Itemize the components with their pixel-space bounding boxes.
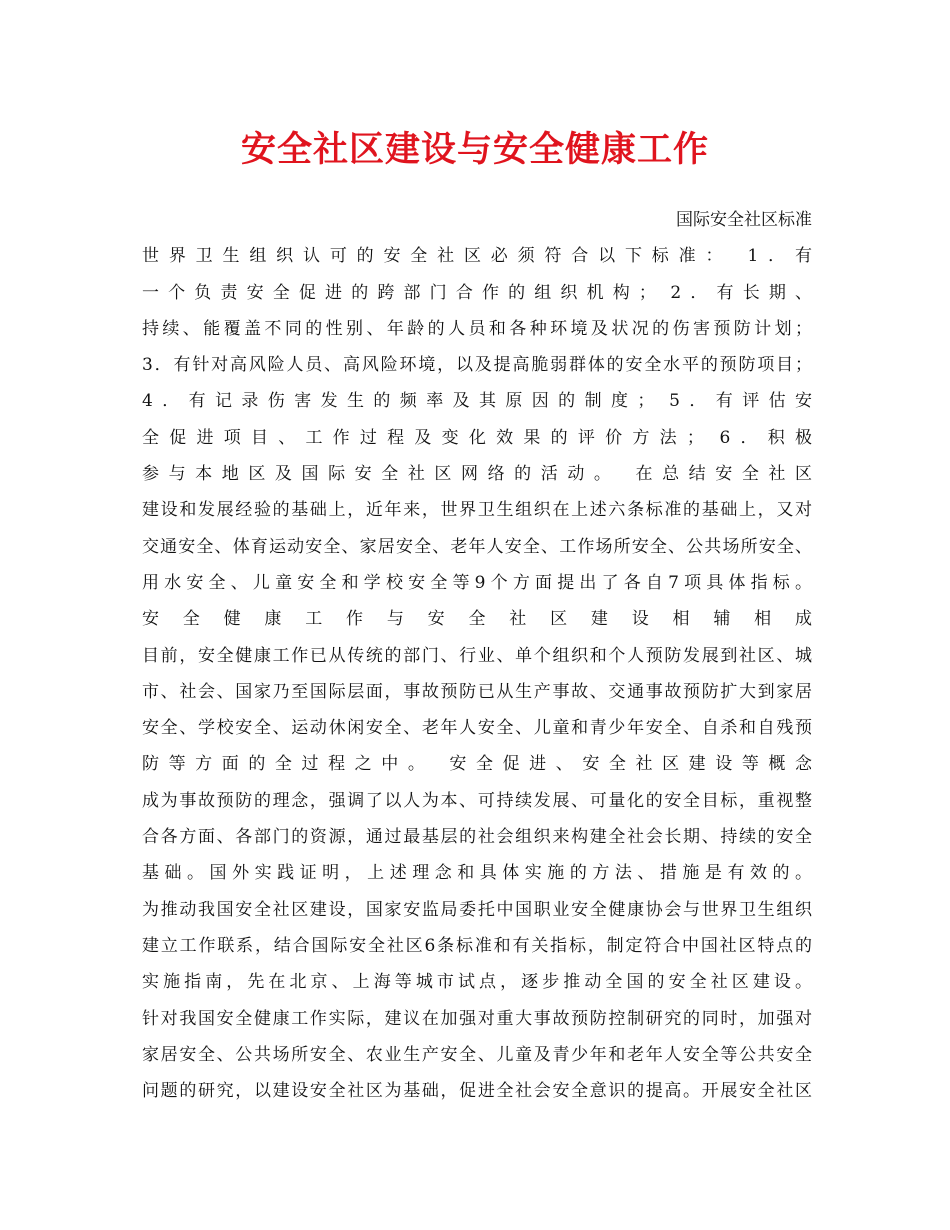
text-line: 建设和发展经验的基础上，近年来，世界卫生组织在上述六条标准的基础上，又对 xyxy=(142,500,812,521)
text-line: 成为事故预防的理念，强调了以人为本、可持续发展、可量化的安全目标，重视整 xyxy=(142,790,812,811)
section-heading-complementary: 安全健康工作与安全社区建设相辅相成 xyxy=(142,609,812,630)
text-line: 针对我国安全健康工作实际，建议在加强对重大事故预防控制研究的同时，加强对 xyxy=(142,1008,812,1029)
text-line: 合各方面、各部门的资源，通过最基层的社会组织来构建全社会长期、持续的安全 xyxy=(142,827,812,848)
text-line: 实施指南，先在北京、上海等城市试点，逐步推动全国的安全社区建设。 xyxy=(142,972,812,993)
text-line: 世界卫生组织认可的安全社区必须符合以下标准： 1．有 xyxy=(142,246,812,267)
text-line: 3．有针对高风险人员、高风险环境，以及提高脆弱群体的安全水平的预防项目； xyxy=(142,355,812,376)
text-line: 用水安全、儿童安全和学校安全等9个方面提出了各自7项具体指标。 xyxy=(142,572,812,593)
text-line: 目前，安全健康工作已从传统的部门、行业、单个组织和个人预防发展到社区、城 xyxy=(142,645,812,666)
section-heading-standards: 国际安全社区标准 xyxy=(676,210,812,230)
text-line: 为推动我国安全社区建设，国家安监局委托中国职业安全健康协会与世界卫生组织 xyxy=(142,899,812,920)
text-line: 交通安全、体育运动安全、家居安全、老年人安全、工作场所安全、公共场所安全、 xyxy=(142,536,812,557)
text-line: 一个负责安全促进的跨部门合作的组织机构； 2．有长期、 xyxy=(142,282,812,303)
text-line: 基础。国外实践证明，上述理念和具体实施的方法、措施是有效的。 xyxy=(142,863,812,884)
text-line: 持续、能覆盖不同的性别、年龄的人员和各种环境及状况的伤害预防计划； xyxy=(142,318,812,339)
text-line: 防等方面的全过程之中。 安全促进、安全社区建设等概念 xyxy=(142,754,812,775)
text-line: 全促进项目、工作过程及变化效果的评价方法； 6．积极 xyxy=(142,427,812,448)
text-line: 安全、学校安全、运动休闲安全、老年人安全、儿童和青少年安全、自杀和自残预 xyxy=(142,718,812,739)
document-title: 安全社区建设与安全健康工作 xyxy=(240,129,709,170)
text-line: 市、社会、国家乃至国际层面，事故预防已从生产事故、交通事故预防扩大到家居 xyxy=(142,681,812,702)
text-line: 4．有记录伤害发生的频率及其原因的制度； 5．有评估安 xyxy=(142,391,812,412)
text-line: 家居安全、公共场所安全、农业生产安全、儿童及青少年和老年人安全等公共安全 xyxy=(142,1044,812,1065)
text-line: 问题的研究，以建设安全社区为基础，促进全社会安全意识的提高。开展安全社区 xyxy=(142,1081,812,1102)
text-line: 建立工作联系，结合国际安全社区6条标准和有关指标，制定符合中国社区特点的 xyxy=(142,935,812,956)
document-body xyxy=(142,202,812,1109)
text-line: 参与本地区及国际安全社区网络的活动。 在总结安全社区 xyxy=(142,464,812,485)
